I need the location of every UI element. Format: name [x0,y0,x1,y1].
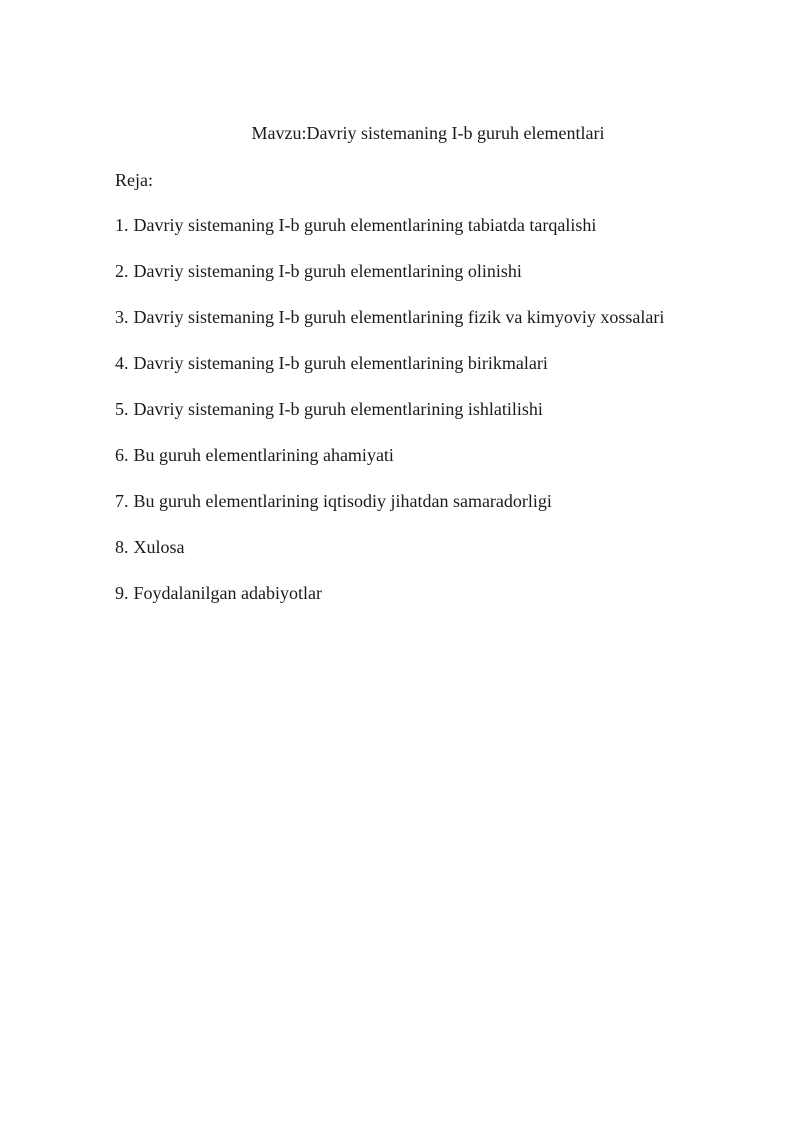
plan-list [115,213,664,627]
plan-item [115,351,664,397]
plan-item-text: Bu guruh elementlarining ahamiyati [133,445,394,465]
plan-item-number: 7. [115,491,129,511]
plan-item [115,489,664,535]
plan-label: Reja: [115,170,153,190]
plan-item-text: Davriy sistemaning I-b guruh elementlarining tabiatda tarqalishi [133,215,597,235]
plan-item-number: 4. [115,353,129,373]
plan-item [115,305,664,351]
plan-item [115,213,664,259]
plan-item-number: 9. [115,583,129,603]
plan-item [115,443,664,489]
plan-item-text: Xulosa [133,537,185,557]
plan-item-text: Bu guruh elementlarining iqtisodiy jihatdan samaradorligi [133,491,552,511]
plan-item-number: 5. [115,399,129,419]
plan-item-number: 3. [115,307,129,327]
plan-item-text: Davriy sistemaning I-b guruh elementlarining olinishi [133,261,522,281]
plan-item-text: Davriy sistemaning I-b guruh elementlarining ishlatilishi [133,399,543,419]
plan-item [115,535,664,581]
plan-item [115,259,664,305]
plan-item-number: 2. [115,261,129,281]
plan-item [115,581,664,627]
plan-item-number: 1. [115,215,129,235]
plan-item-text: Davriy sistemaning I-b guruh elementlarining birikmalari [133,353,548,373]
plan-item-number: 8. [115,537,129,557]
document-title: Mavzu:Davriy sistemaning I-b guruh elementlari [251,123,605,143]
plan-item-text: Davriy sistemaning I-b guruh elementlarining fizik va kimyoviy xossalari [133,307,665,327]
plan-item-number: 6. [115,445,129,465]
plan-item-text: Foydalanilgan adabiyotlar [133,583,322,603]
plan-item [115,397,664,443]
